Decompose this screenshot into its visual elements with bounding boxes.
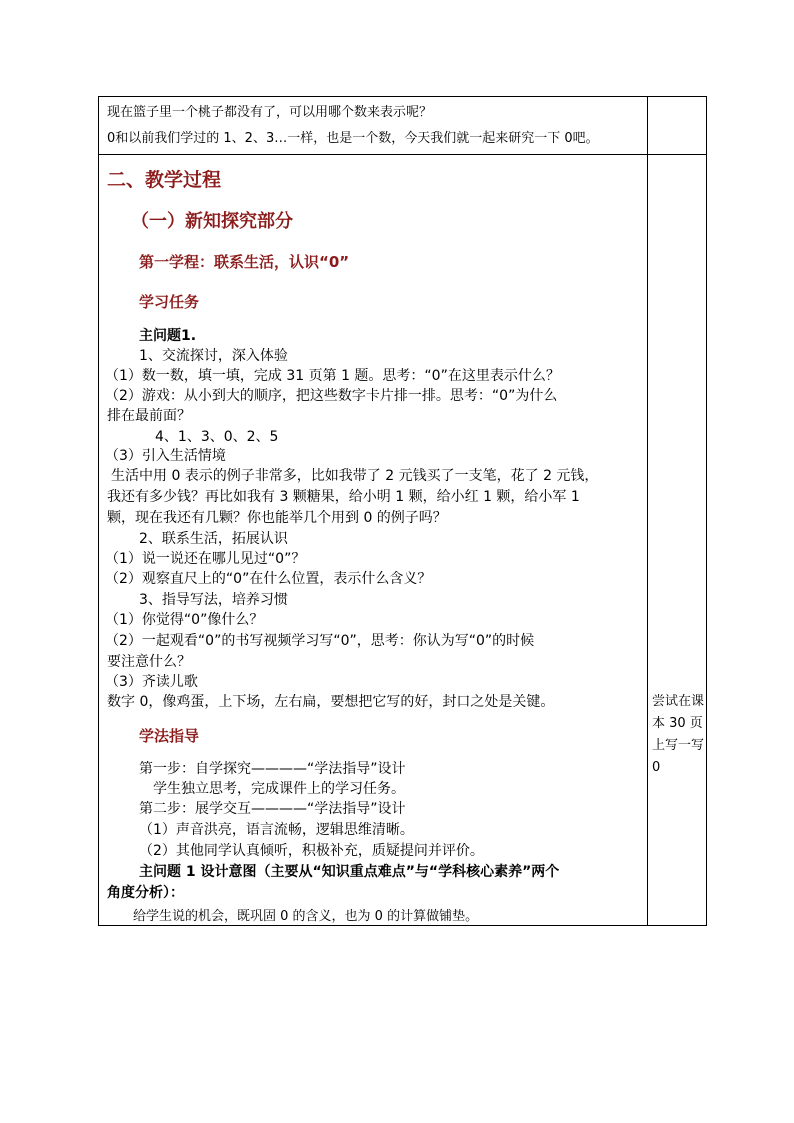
content-line: 要注意什么？ <box>107 654 191 670</box>
intro-line-1: 现在篮子里一个桃子都没有了，可以用哪个数来表示呢？ <box>107 105 433 120</box>
method-heading: 学法指导 <box>139 727 200 745</box>
content-line: 2、联系生活，拓展认识 <box>139 531 288 547</box>
process-cell <box>99 155 648 926</box>
content-line: （2）游戏：从小到大的顺序，把这些数字卡片排一排。思考：“0”为什么 <box>105 388 558 404</box>
method-line: 第一步：自学探究————“学法指导”设计 <box>139 761 406 777</box>
main-question: 主问题1. <box>139 328 197 344</box>
content-line: （3）引入生活情境 <box>105 448 226 464</box>
content-line: 排在最前面？ <box>107 408 191 424</box>
content-line: （1）数一数，填一填，完成 31 页第 1 题。思考：“0”在这里表示什么？ <box>105 368 560 384</box>
notes-cell <box>648 155 707 926</box>
stage-title: 第一学程：联系生活，认识“0” <box>139 253 350 271</box>
method-line: （1）声音洪亮，语言流畅，逻辑思维清晰。 <box>139 822 414 838</box>
section-title: 二、教学过程 <box>107 169 222 191</box>
rhyme-line: 数字 0，像鸡蛋，上下场，左右扁，要想把它写的好，封口之处是关键。 <box>107 694 555 710</box>
design-intent-line-2: 角度分析）： <box>107 885 184 901</box>
lesson-table <box>98 96 707 926</box>
content-line: （3）齐读儿歌 <box>105 674 198 690</box>
section-subtitle: （一）新知探究部分 <box>131 211 293 232</box>
content-line: 我还有多少钱？再比如我有 3 颗糖果，给小明 1 颗，给小红 1 颗，给小军 1 <box>107 489 580 505</box>
content-line: （2）观察直尺上的“0”在什么位置，表示什么含义？ <box>105 571 432 587</box>
method-line: （2）其他同学认真倾听，积极补充，质疑提问并评价。 <box>139 843 484 859</box>
side-note: 尝试在课本 30 页上写一写 0 <box>652 694 705 775</box>
design-intent-line-1: 主问题 1 设计意图（主要从“知识重点难点”与“学科核心素养”两个 <box>139 864 560 880</box>
intro-cell <box>99 97 648 155</box>
intro-line-2: 0和以前我们学过的 1、2、3…一样，也是一个数，今天我们就一起来研究一下 0吧。 <box>107 131 599 146</box>
number-sequence: 4、1、3、0、2、5 <box>155 429 279 445</box>
method-line: 学生独立思考，完成课件上的学习任务。 <box>153 781 405 797</box>
content-line: 生活中用 0 表示的例子非常多，比如我带了 2 元钱买了一支笔，花了 2 元钱， <box>111 468 599 484</box>
intro-side-cell <box>648 97 707 155</box>
method-line: 第二步：展学交互————“学法指导”设计 <box>139 801 406 817</box>
lesson-plan-document <box>98 96 707 926</box>
content-line: 颗，现在我还有几颗？你也能举几个用到 0 的例子吗？ <box>107 510 447 526</box>
task-heading: 学习任务 <box>139 293 200 311</box>
content-line: （2）一起观看“0”的书写视频学习写“0”，思考：你认为写“0”的时候 <box>105 633 535 649</box>
content-line: 1、交流探讨，深入体验 <box>139 348 288 364</box>
content-line: （1）你觉得“0”像什么？ <box>105 612 264 628</box>
design-intent-text: 给学生说的机会，既巩固 0 的含义，也为 0 的计算做铺垫。 <box>133 909 479 924</box>
content-line: 3、指导写法，培养习惯 <box>139 592 288 608</box>
content-line: （1）说一说还在哪儿见过“0”？ <box>105 551 306 567</box>
